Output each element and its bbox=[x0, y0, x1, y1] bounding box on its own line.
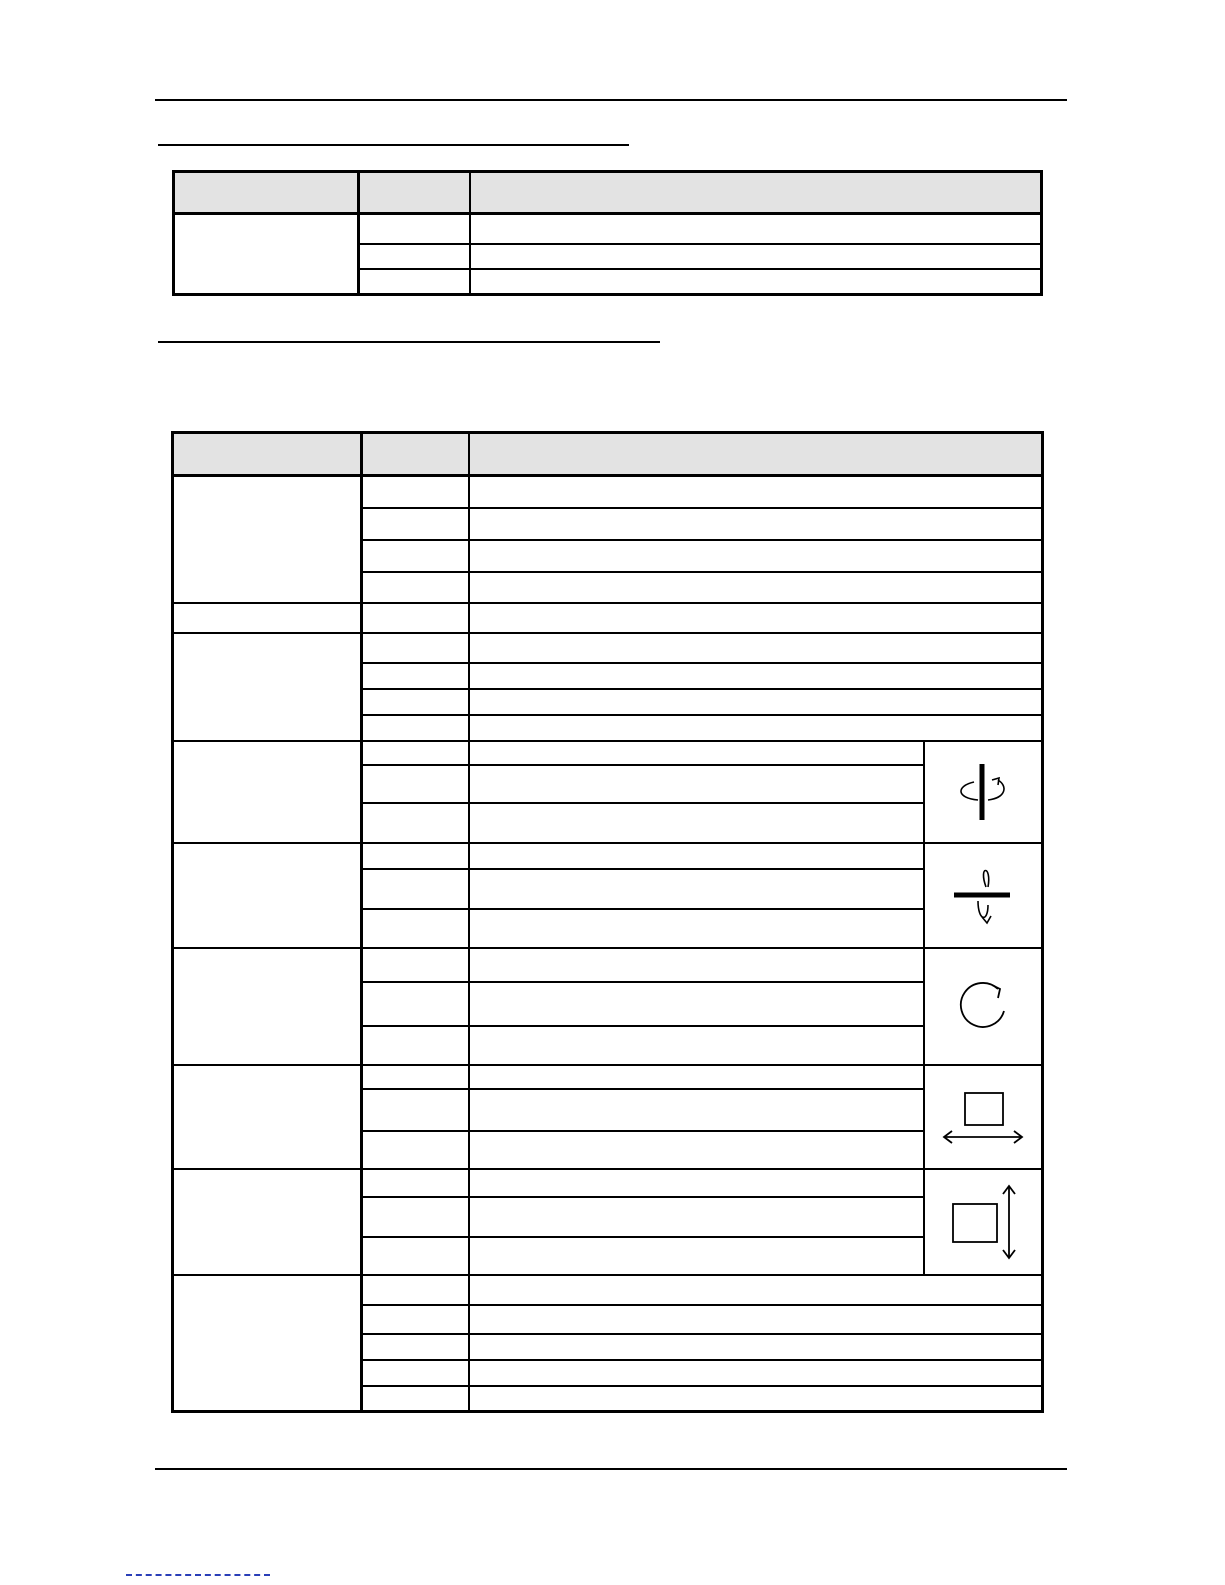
section-2-title bbox=[158, 341, 660, 343]
table-cell bbox=[469, 1089, 924, 1131]
footer-link[interactable] bbox=[126, 1574, 270, 1576]
table-cell bbox=[173, 476, 362, 603]
table-cell bbox=[362, 1026, 469, 1065]
table-cell bbox=[469, 476, 1043, 508]
table-cell bbox=[362, 869, 469, 909]
table-cell bbox=[173, 1275, 362, 1412]
table-cell bbox=[362, 1386, 469, 1412]
table-row bbox=[173, 741, 1043, 765]
table-cell bbox=[469, 1386, 1043, 1412]
table-cell bbox=[362, 843, 469, 869]
vertical-size-icon bbox=[943, 1180, 1023, 1264]
table-cell bbox=[362, 540, 469, 572]
table-row bbox=[173, 948, 1043, 982]
table-cell bbox=[470, 214, 1042, 244]
table-cell bbox=[174, 214, 359, 295]
table-cell bbox=[362, 572, 469, 603]
table-cell bbox=[469, 572, 1043, 603]
table-header-cell bbox=[362, 433, 469, 476]
icon-cell bbox=[924, 843, 1043, 948]
table-cell bbox=[469, 1305, 1043, 1334]
table-cell bbox=[469, 909, 924, 948]
table-cell bbox=[362, 1305, 469, 1334]
table-cell bbox=[362, 1089, 469, 1131]
table-cell bbox=[362, 663, 469, 689]
table-cell bbox=[362, 909, 469, 948]
table-cell bbox=[469, 1275, 1043, 1305]
section-1-title bbox=[158, 144, 629, 146]
table-cell bbox=[469, 1169, 924, 1197]
table-row bbox=[174, 214, 1042, 244]
table-cell bbox=[362, 1360, 469, 1386]
icon-cell bbox=[924, 1065, 1043, 1169]
table-cell bbox=[173, 633, 362, 741]
icon-cell bbox=[924, 948, 1043, 1065]
table-cell bbox=[469, 603, 1043, 633]
table-row bbox=[173, 1275, 1043, 1305]
header-rule bbox=[155, 99, 1067, 101]
table-cell bbox=[173, 1169, 362, 1275]
table-cell bbox=[469, 1065, 924, 1089]
table-row bbox=[174, 172, 1042, 214]
table-row bbox=[173, 843, 1043, 869]
table-cell bbox=[362, 715, 469, 741]
table-cell bbox=[362, 803, 469, 843]
table-header-cell bbox=[469, 433, 1043, 476]
table-header-cell bbox=[359, 172, 470, 214]
table-cell bbox=[469, 982, 924, 1026]
table-cell bbox=[469, 741, 924, 765]
table-row bbox=[173, 603, 1043, 633]
table-cell bbox=[469, 948, 924, 982]
table-1 bbox=[172, 170, 1043, 296]
table-cell bbox=[359, 269, 470, 295]
rotate-vertical-axis-icon bbox=[948, 760, 1018, 824]
table-cell bbox=[470, 269, 1042, 295]
table-cell bbox=[173, 741, 362, 843]
icon-cell bbox=[924, 741, 1043, 843]
table-cell bbox=[469, 1197, 924, 1237]
table-2 bbox=[171, 431, 1044, 1413]
table-cell bbox=[362, 603, 469, 633]
table-cell bbox=[362, 948, 469, 982]
table-cell bbox=[469, 540, 1043, 572]
table-cell bbox=[362, 1334, 469, 1360]
table-cell bbox=[173, 1065, 362, 1169]
table-cell bbox=[470, 244, 1042, 269]
table-cell bbox=[469, 663, 1043, 689]
table-cell bbox=[469, 1360, 1043, 1386]
table-header-cell bbox=[470, 172, 1042, 214]
rotate-horizontal-axis-icon bbox=[948, 861, 1018, 929]
horizontal-size-icon bbox=[938, 1085, 1028, 1149]
table-header-cell bbox=[173, 433, 362, 476]
rotate-clockwise-icon bbox=[948, 971, 1018, 1041]
table-cell bbox=[362, 1169, 469, 1197]
table-cell bbox=[362, 1197, 469, 1237]
table-cell bbox=[469, 1131, 924, 1169]
table-cell bbox=[469, 869, 924, 909]
table-row bbox=[173, 1169, 1043, 1197]
table-cell bbox=[469, 1237, 924, 1275]
table-cell bbox=[362, 476, 469, 508]
icon-cell bbox=[924, 1169, 1043, 1275]
table-cell bbox=[362, 765, 469, 803]
table-cell bbox=[173, 603, 362, 633]
table-row bbox=[173, 633, 1043, 663]
footer-rule bbox=[155, 1468, 1067, 1470]
table-cell bbox=[362, 1131, 469, 1169]
table-cell bbox=[362, 633, 469, 663]
table-row bbox=[173, 433, 1043, 476]
table-cell bbox=[362, 689, 469, 715]
table-cell bbox=[359, 244, 470, 269]
table-cell bbox=[359, 214, 470, 244]
table-cell bbox=[469, 1026, 924, 1065]
table-row bbox=[173, 1065, 1043, 1089]
table-cell bbox=[362, 982, 469, 1026]
table-cell bbox=[469, 803, 924, 843]
table-cell bbox=[362, 1065, 469, 1089]
table-cell bbox=[362, 1275, 469, 1305]
table-cell bbox=[469, 765, 924, 803]
table-cell bbox=[362, 741, 469, 765]
table-cell bbox=[469, 508, 1043, 540]
table-cell bbox=[469, 633, 1043, 663]
table-cell bbox=[469, 843, 924, 869]
table-cell bbox=[469, 715, 1043, 741]
table-cell bbox=[469, 689, 1043, 715]
table-cell bbox=[469, 1334, 1043, 1360]
table-cell bbox=[173, 948, 362, 1065]
table-row bbox=[173, 476, 1043, 508]
table-cell bbox=[362, 1237, 469, 1275]
table-cell bbox=[362, 508, 469, 540]
table-header-cell bbox=[174, 172, 359, 214]
table-cell bbox=[173, 843, 362, 948]
